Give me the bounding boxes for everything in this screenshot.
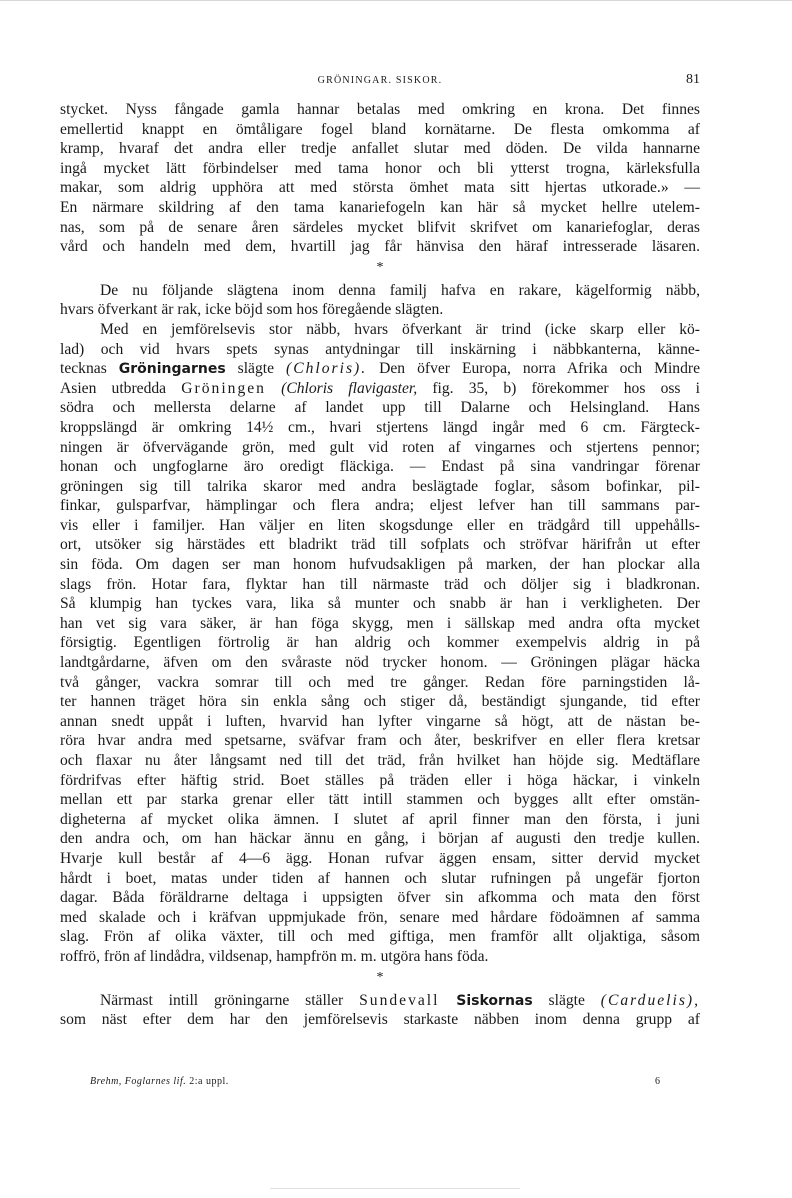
text-line: makar, som aldrig upphöra att med största ömhet mata sitt hjertas utkorade.» — (60, 179, 700, 197)
text-line: honan och ungfoglarne äro oredigt fläckiga. — Endast på sina vandringar förenar (60, 458, 700, 476)
text-line: emellertid knappt en ömtåligare fogel bland kornätarne. De flesta omkomma af (60, 120, 700, 138)
text-line: med skalade och i kräfvan uppmjukade frön, senare med hårdare födoämnen af samma (60, 908, 700, 926)
footer-book-title (90, 1076, 229, 1087)
text-line: som näst efter dem har den jemförelsevis starkaste näbben inom denna grupp af (60, 1011, 700, 1029)
text-line: ort, utsöker sig härstädes ett bladrikt träd till sofplats och ströfvar härifrån ut efter (60, 536, 700, 554)
text-line (60, 379, 700, 399)
signature-mark: 6 (655, 1076, 660, 1087)
paragraph-3 (60, 320, 700, 967)
text-line: och flaxar nu åter långsamt ned till det träd, från hvilket han höjde sig. Medtäflare (60, 752, 700, 769)
text-line: röra hvar andra med spetsarne, sväfvar fram och åter, beskrifver en eller flera kretsar (60, 732, 700, 750)
latin-genus-name: (Chloris). (286, 360, 368, 378)
text-line: Med en jemförelsevis stor näbb, hvars öfverkant är trind (icke skarp eller kö- (100, 320, 700, 338)
genus-name-bold: Siskornas (439, 992, 533, 1009)
bottom-edge-rule (270, 1188, 520, 1189)
page-number: 81 (686, 72, 700, 87)
text-line: Så klumpig han tyckes vara, lika så munter och snabb är han i verkligheten. Der (60, 595, 700, 613)
running-title: GRÖNINGAR. SISKOR. (317, 75, 443, 86)
text-line: roffrö, frön af lindådra, vildsenap, hampfrön m. m. utgöra hans föda. (60, 947, 489, 965)
page-footer (90, 1076, 660, 1092)
text-line: två gånger, vackra somrar till och med tre gånger. Redan före parningstiden lå- (60, 673, 700, 691)
top-edge-rule (0, 0, 792, 1)
author-name-spaced: Sundevall (359, 991, 440, 1009)
text-line: vis eller i familjer. Han väljer en liten skogsdunge eller en trädgård till uppehålls- (60, 516, 700, 534)
text-line: slag. Frön af olika växter, till och med giftiga, men framför allt oljaktiga, såsom (60, 928, 700, 946)
text-line: finkar, gulsparfvar, hämplingar och flera andra; eljest lefver han till sammans par- (60, 497, 700, 515)
latin-genus-name: (Carduelis), (600, 991, 701, 1009)
text-line: vård och handeln med dem, hvartill jag får hänvisa den häraf intresserade läsaren. (60, 238, 700, 256)
page-header (60, 72, 700, 94)
text-run: slägte (225, 360, 287, 378)
text-line: Hvarje kull består af 4—6 ägg. Honan rufvar äggen ensam, sitter dervid mycket (60, 849, 700, 867)
text-line: den andra och, om han häckar ännu en gång, i början af augusti den tredje kullen. (60, 830, 700, 848)
text-line: slags frön. Hotar fara, flyktar han till närmaste träd och döljer sig i bladkronan. (60, 575, 700, 593)
book-title: Brehm, Foglarnes lif. (90, 1076, 187, 1087)
text-line: landtgårdarne, äfven om den svåraste nöd trycker honom. — Gröningen plägar häcka (60, 654, 700, 672)
paragraph-4 (60, 991, 700, 1030)
text-line: stycket. Nyss fångade gamla hannar betalas med omkring en krona. Det finnes (60, 101, 700, 118)
text-line: kramp, hvaraf det andra eller tredje anfallet slutar med döden. De vilda hannarne (60, 140, 700, 158)
edition: 2:a uppl. (186, 1076, 229, 1087)
text-line: sin föda. Om dagen ser man honom hufvudsakligen på marken, der han plockar alla (60, 556, 700, 574)
text-run: tecknas (60, 360, 119, 378)
page-body (60, 100, 700, 1030)
text-line: ingå mycket lätt förbindelser med tama honor och bli ytterst trogna, kärleksfulla (60, 159, 700, 177)
section-separator: * (376, 259, 384, 275)
text-run: Asien utbredda (60, 379, 182, 397)
paragraph-1 (60, 100, 700, 257)
text-line: digheterna af mycket olika ämnen. I slutet af april finner man den första, i juni (60, 810, 700, 828)
latin-species-name: (Chloris flavigaster, (265, 379, 418, 397)
text-line: En närmare skildring af den tama kanariefogeln kan här så mycket hellre utelem- (60, 198, 700, 216)
text-line: dagar. Båda föräldrarne deltaga i uppsigten öfver sin afkomma och mata den först (60, 889, 700, 907)
text-line: hårdt i boet, matas under tiden af hannen och slutar rufningen på ungefär fjorton (60, 869, 700, 887)
text-line: försigtig. Egentligen förtrolig är han aldrig och kommer exempelvis aldrig in på (60, 634, 700, 652)
paragraph-2 (60, 281, 700, 320)
section-separator: * (376, 969, 384, 985)
text-line (60, 359, 700, 379)
text-line: lad) och vid hvars spets synas antydningar till inskärning i näbbkanterna, känne- (60, 340, 700, 358)
genus-name-bold: Gröningarnes (118, 361, 226, 378)
text-line: ningen är öfvervägande grön, med gult vid roten af vingarnes och stjertens pennor; (60, 438, 700, 456)
text-run: Närmast intill gröningarne ställer (100, 991, 360, 1009)
text-run: fig. 35, b) förekommer hos oss i (417, 379, 700, 397)
text-run: Den öfver Europa, norra Afrika och Mindre (367, 360, 700, 378)
text-line: mellan ett par starka grenar eller tätt intill stammen och bygges allt efter omstän- (60, 791, 700, 809)
text-line: nas, som på de senare åren särdeles mycket blifvit skrifvet om kanariefoglar, deras (60, 218, 700, 236)
text-run: slägte (532, 991, 601, 1009)
species-name-spaced: Gröningen (181, 379, 266, 397)
text-line: De nu följande slägtena inom denna familj hafva en rakare, kägelformig näbb, (100, 281, 700, 299)
text-line: fördrifvas efter häftig strid. Boet ställes på träden eller i höga häckar, i vinkeln (60, 771, 700, 789)
text-line: han vet sig vara säker, är han föga skygg, men i sällskap med andra ofta mycket (60, 614, 700, 632)
text-line: kroppslängd är omkring 14½ cm., hvari stjertens längd ingår med 6 cm. Färgteck- (60, 418, 700, 436)
text-line: södra och mellersta delarne af landet upp till Dalarne och Helsingland. Hans (60, 399, 700, 417)
text-line: hvars öfverkant är rak, icke böjd som hos föregående slägten. (60, 301, 444, 319)
text-line (60, 991, 700, 1011)
text-line: annan snedt uppåt i luften, hvarvid han lyfter vingarne så högt, att de nästan be- (60, 712, 700, 730)
text-line: gröningen sig till talrika skaror med andra beslägtade foglar, såsom bofinkar, pil- (60, 477, 700, 495)
text-line: ter hannen träget höra sin enkla sång och stiger då, beständigt sjungande, tid efter (60, 693, 700, 711)
